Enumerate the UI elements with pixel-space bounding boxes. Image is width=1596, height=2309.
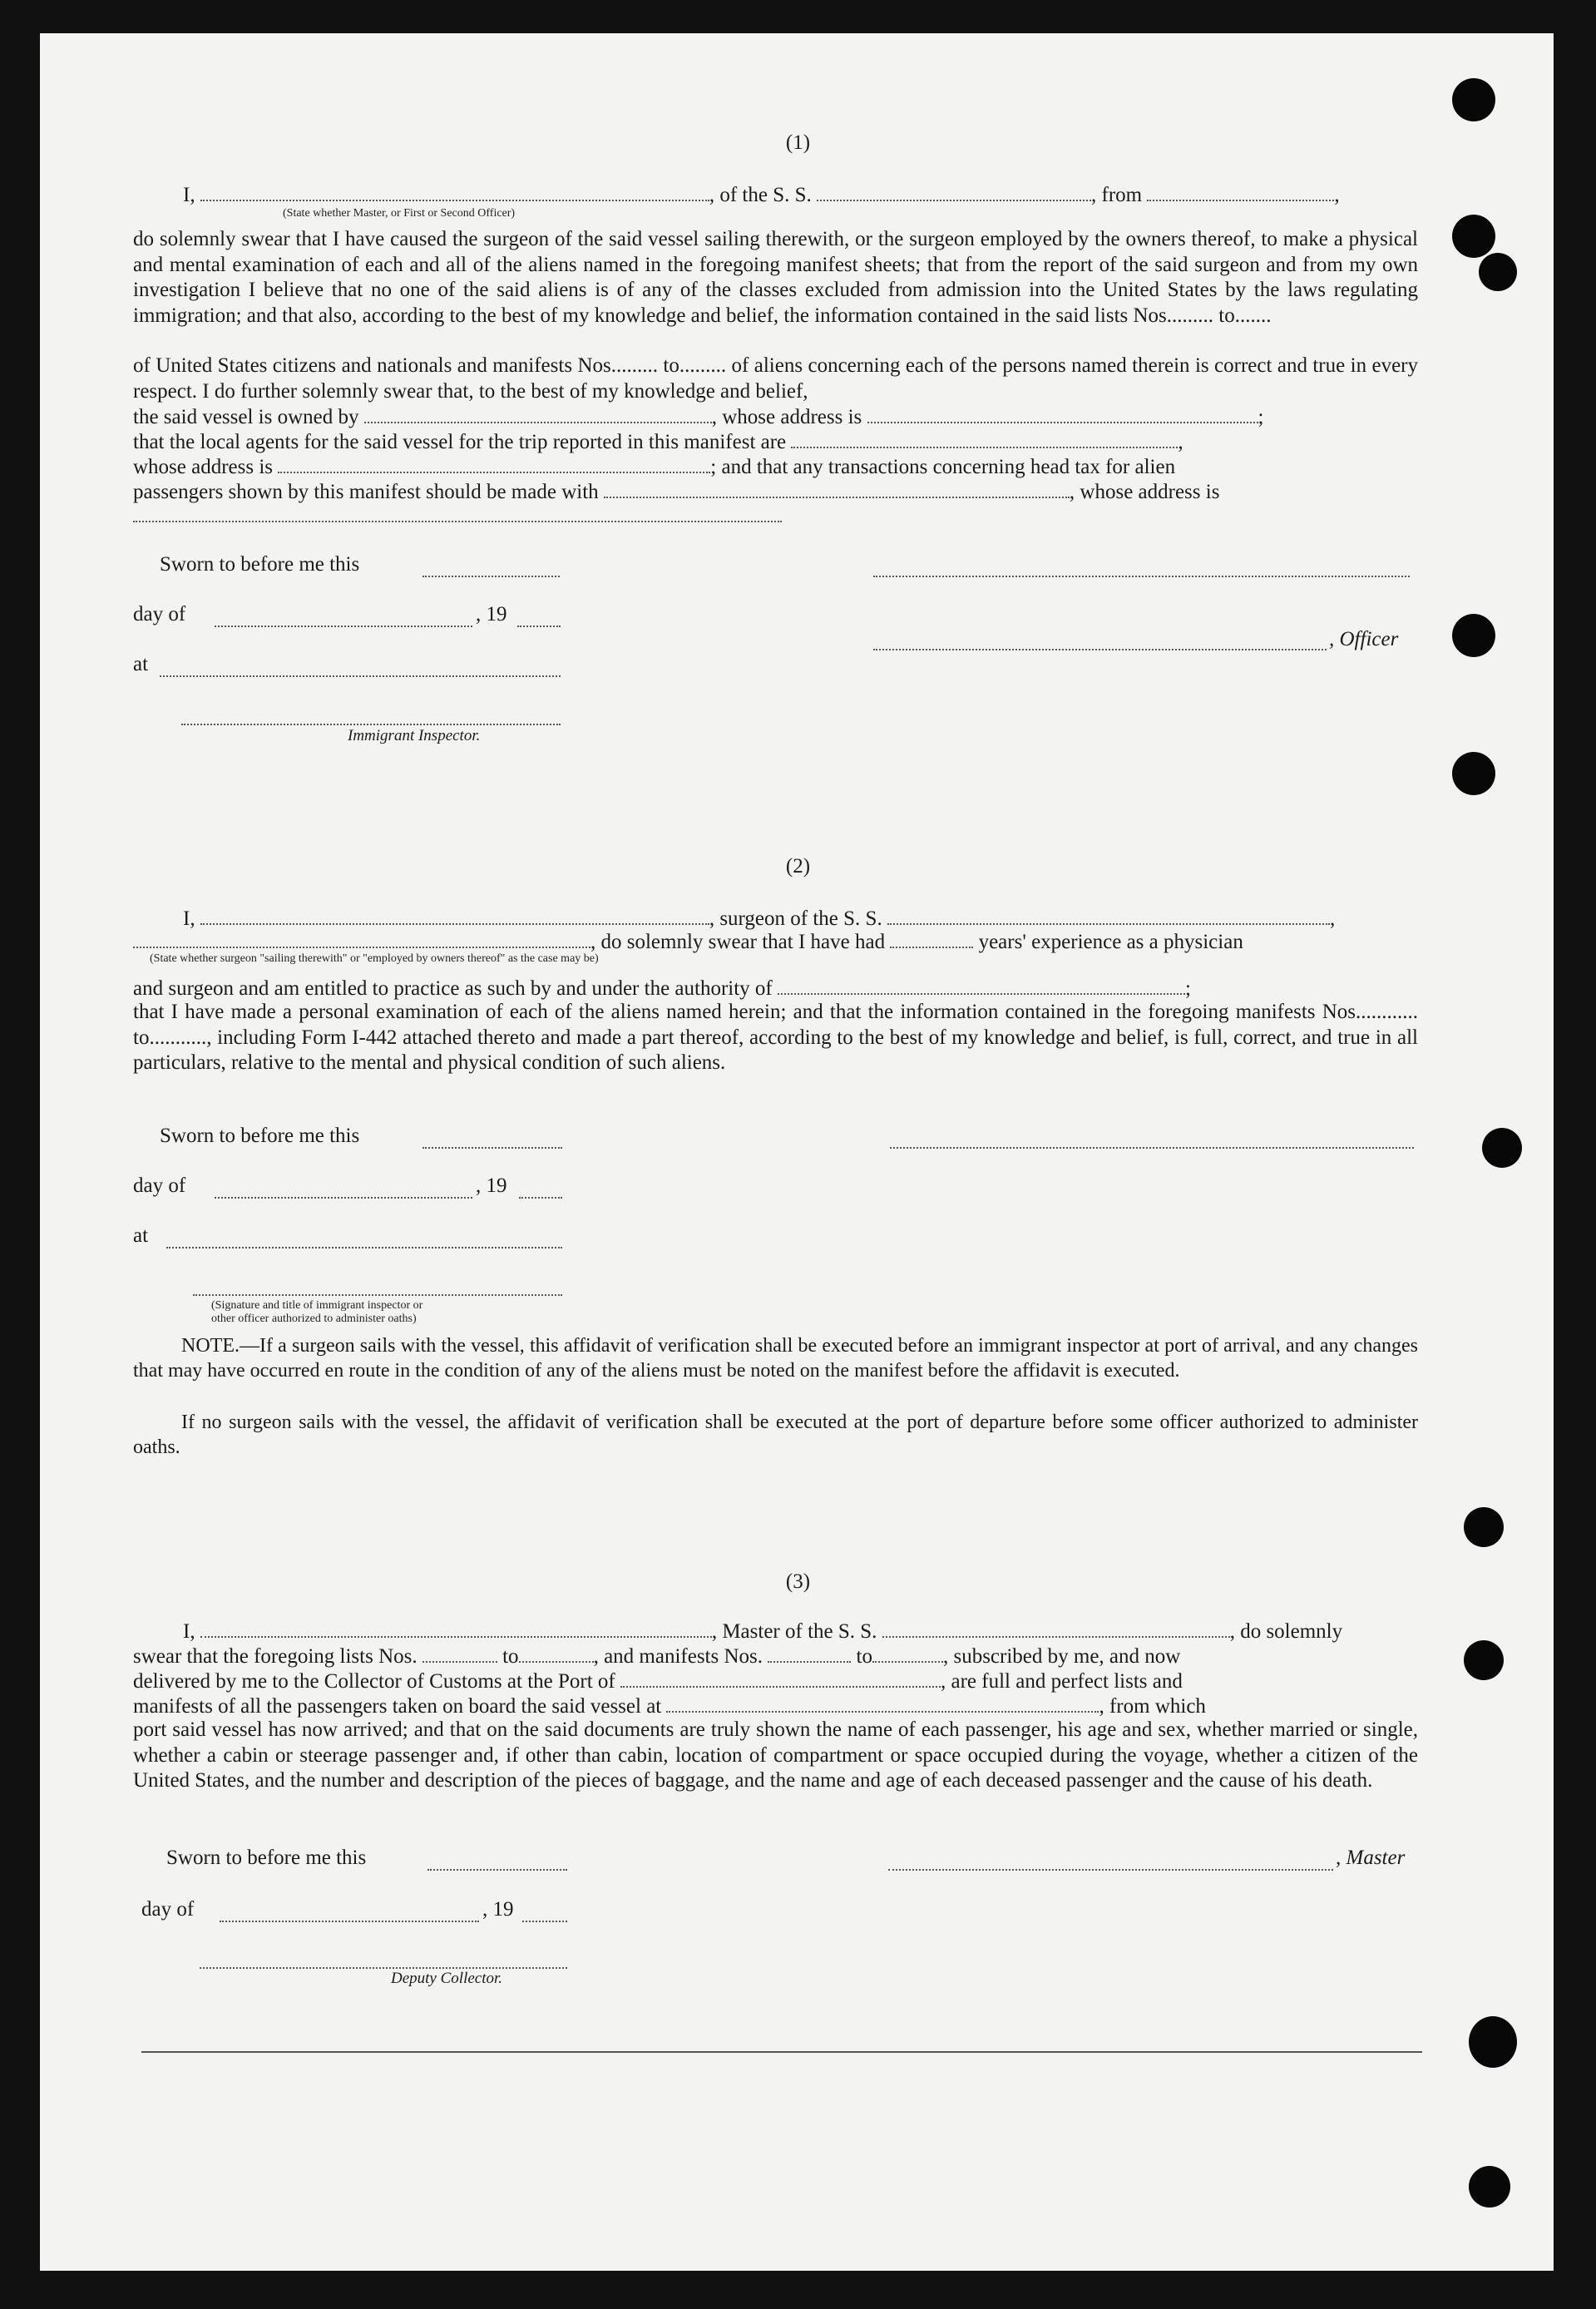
section-2-number: (2) (785, 855, 811, 878)
lists-to-field[interactable] (519, 1643, 594, 1663)
section-3-line-2: swear that the foregoing lists Nos. to , and manifests Nos. to , subscribed by me, and now (133, 1643, 1418, 1669)
surgeon-status-caption: (State whether surgeon "sailing therewith" or "employed by owners thereof" as the case may be) (150, 952, 599, 965)
sworn-label: Sworn to before me this (160, 553, 360, 576)
punch-hole (1452, 215, 1495, 258)
owned-by-line: the said vessel is owned by , whose address is ; (133, 403, 1418, 430)
deputy-collector-signature-field[interactable] (200, 1965, 567, 1969)
from-port-field[interactable] (1147, 181, 1334, 201)
year-label-3: , 19 (482, 1898, 514, 1921)
at-place-field[interactable] (160, 674, 561, 677)
master-name-field[interactable] (200, 1618, 712, 1638)
lists-from-field[interactable] (422, 1643, 497, 1663)
years-experience-field[interactable] (890, 928, 973, 948)
surgeon-status-field[interactable] (133, 928, 590, 948)
deputy-collector-caption: Deputy Collector. (391, 1970, 503, 1987)
authorized-officer-caption-1: (Signature and title of immigrant inspector or (211, 1299, 423, 1312)
punch-hole (1469, 2166, 1510, 2208)
punch-hole (1464, 1640, 1504, 1680)
ship-name-field[interactable] (817, 181, 1091, 201)
label-from: , from (1091, 184, 1143, 206)
section-3-line-3: delivered by me to the Collector of Customs at the Port of , are full and perfect lists and (133, 1668, 1418, 1694)
passengers-line: passengers shown by this manifest should be made with , whose address is (133, 478, 1418, 505)
section-3-paragraph: port said vessel has now arrived; and that on the said documents are truly shown the name of each passenger, his age and sex, whether married or single, whether a cabin or steerage passenger and, if other than cabin, location of compartment or space occupied during the voyage, whether a citizen of the United States, and the number and description of the pieces of baggage, and the name and age of each deceased passenger and the cause of his death. (133, 1718, 1418, 1792)
section-1-line-1: I, , of the S. S. , from , (133, 181, 1418, 208)
day-of-label-2: day of (133, 1174, 186, 1197)
local-agents-line: that the local agents for the said vessel for the trip reported in this manifest are , (133, 428, 1418, 455)
embarkation-port-field[interactable] (666, 1693, 1099, 1713)
punch-hole (1482, 1128, 1522, 1168)
surgeon-name-field[interactable] (200, 905, 709, 925)
month-field-3[interactable] (220, 1919, 479, 1922)
owner-address-field[interactable] (867, 403, 1258, 423)
authorized-officer-caption-2: other officer authorized to administer oaths) (211, 1313, 417, 1325)
year-field-3[interactable] (522, 1919, 567, 1922)
month-field-2[interactable] (215, 1195, 472, 1199)
section-1-number: (1) (785, 131, 811, 154)
section-1-paragraph-a: do solemnly swear that I have caused the surgeon of the said vessel sailing therewith, or the surgeon employed by the owners thereof, to make a physical and mental examination of each and all of the aliens named in the foregoing manifest sheets; that from the report of the said surgeon and from my own investigation I believe that no one of the said aliens is of any of the classes excluded from admission into the United States by the laws regulating immigration; and that also, according to the best of my knowledge and belief, the information contained in the said lists Nos......... to....... (133, 228, 1418, 327)
surgeon-ship-field[interactable] (887, 905, 1330, 925)
manifests-from-field[interactable] (768, 1643, 851, 1663)
year-label-2: , 19 (476, 1174, 507, 1197)
master-label: , Master (1336, 1847, 1406, 1869)
day-of-label-3: day of (141, 1898, 195, 1921)
note-paragraph-2: If no surgeon sails with the vessel, the affidavit of verification shall be executed at the port of departure before some officer authorized to administer oaths. (133, 1412, 1418, 1458)
year-field-2[interactable] (519, 1195, 562, 1199)
at-label-2: at (133, 1224, 149, 1247)
inspector-caption: Immigrant Inspector. (348, 727, 481, 744)
section-2-paragraph: that I have made a personal examination of each of the aliens named herein; and that the information contained in the foregoing manifests Nos............ to..........., including Form I-442 attached thereto and made a part thereof, according to the best of my knowledge and belief, is full, correct, and true in all particulars, relative to the mental and physical condition of such aliens. (133, 1001, 1418, 1075)
authority-field[interactable] (778, 975, 1185, 995)
master-ship-field[interactable] (882, 1618, 1230, 1638)
day-of-label: day of (133, 603, 186, 625)
inspector-signature-field[interactable] (181, 722, 561, 725)
agents-address-field[interactable] (278, 453, 710, 473)
at-place-field-2[interactable] (166, 1245, 562, 1248)
punch-hole (1452, 78, 1495, 121)
head-tax-address-field[interactable] (133, 519, 782, 522)
year-label: , 19 (476, 603, 507, 625)
punch-hole (1469, 2016, 1517, 2068)
month-field[interactable] (215, 624, 472, 627)
officer-signature-field-1[interactable] (873, 574, 1410, 577)
rank-caption: (State whether Master, or First or Second Officer) (283, 207, 516, 220)
authorized-officer-signature-field[interactable] (193, 1293, 562, 1296)
authority-line: and surgeon and am entitled to practice as such by and under the authority of ; (133, 975, 1418, 1001)
at-label: at (133, 653, 149, 675)
bottom-rule (141, 2051, 1422, 2053)
sworn-day-field[interactable] (422, 574, 560, 577)
manifests-to-field[interactable] (872, 1643, 943, 1663)
punch-hole (1452, 752, 1495, 795)
head-tax-party-field[interactable] (604, 478, 1070, 498)
punch-hole (1464, 1507, 1504, 1547)
section-3-line-1: I, , Master of the S. S. , do solemnly (133, 1618, 1418, 1644)
owner-field[interactable] (364, 403, 712, 423)
master-signature-field[interactable] (888, 1867, 1333, 1871)
label-i: I, (183, 184, 195, 206)
section-2-line-1: I, , surgeon of the S. S. , (133, 905, 1418, 932)
officer-rank-field[interactable] (200, 181, 709, 201)
year-field[interactable] (517, 624, 561, 627)
sworn-label-3: Sworn to before me this (166, 1847, 367, 1869)
officer-signature-field-2[interactable] (873, 647, 1327, 650)
note-paragraph-1: NOTE.—If a surgeon sails with the vessel, this affidavit of verification shall be executed before an immigrant inspector at port of arrival, and any changes that may have occurred en route in the condition of any of the aliens must be noted on the manifest before the affidavit is executed. (133, 1335, 1418, 1382)
officer-label: , Officer (1329, 628, 1399, 650)
customs-port-field[interactable] (620, 1668, 941, 1688)
sworn-day-field-3[interactable] (427, 1867, 567, 1871)
whose-address-line: whose address is ; and that any transactions concerning head tax for alien (133, 453, 1418, 480)
sworn-label-2: Sworn to before me this (160, 1125, 360, 1147)
punch-hole (1479, 253, 1517, 291)
section-1-paragraph-b: of United States citizens and nationals and manifests Nos......... to......... of aliens concerning each of the persons named therein is correct and true in every respect. I do further solemnly swear that, to the best of my knowledge and belief, (133, 354, 1418, 403)
surgeon-signature-field[interactable] (890, 1145, 1414, 1149)
section-2-line-2: , do solemnly swear that I have had years' experience as a physician (133, 928, 1418, 955)
label-of-ss: , of the S. S. (709, 184, 812, 206)
punch-hole (1452, 614, 1495, 657)
local-agents-field[interactable] (791, 428, 1178, 448)
section-3-line-4: manifests of all the passengers taken on board the said vessel at , from which (133, 1693, 1418, 1719)
sworn-day-field-2[interactable] (422, 1145, 562, 1149)
section-3-number: (3) (785, 1570, 811, 1593)
